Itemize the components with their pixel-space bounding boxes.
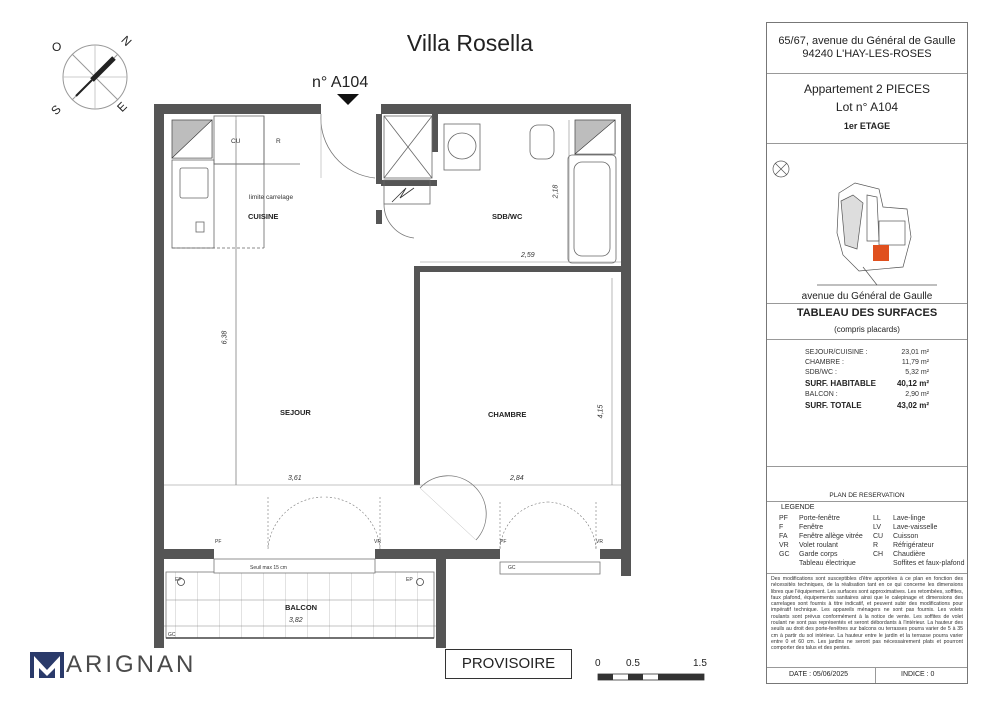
label-gc-1: GC xyxy=(168,632,176,638)
label-cu: CU xyxy=(231,138,241,145)
legend-item xyxy=(779,515,840,522)
room-sdb: SDB/WC xyxy=(492,212,523,221)
table-title: TABLEAU DES SURFACES xyxy=(796,307,938,319)
compass-e-label: E xyxy=(114,99,130,115)
room-cuisine: CUISINE xyxy=(248,212,279,221)
scale-15: 1.5 xyxy=(693,658,707,669)
legend-item xyxy=(779,551,838,558)
legend-code: R xyxy=(873,542,879,549)
legend-text: Soffites et faux-plafond xyxy=(893,560,965,567)
label-gc-2: GC xyxy=(508,565,516,571)
table-subtitle: (compris placards) xyxy=(834,325,900,334)
lot-number: Lot n° A104 xyxy=(835,100,899,114)
site-plan-thumbnail xyxy=(767,145,967,295)
room-chambre: CHAMBRE xyxy=(488,410,527,419)
legend-text: Tableau électrique xyxy=(799,560,856,567)
surface-label: SURF. HABITABLE xyxy=(805,379,876,388)
compass-n-label: N xyxy=(118,32,135,50)
legend-code: VR xyxy=(779,542,789,549)
label-pf-2: PF xyxy=(500,539,507,545)
legend-title: LEGENDE xyxy=(781,504,815,511)
surface-value: 23,01 m² xyxy=(901,349,929,356)
scale-bar xyxy=(598,674,704,680)
dim-259: 2,59 xyxy=(521,252,535,259)
label-ep-1: EP xyxy=(175,577,182,583)
info-panel xyxy=(766,22,968,684)
surface-row xyxy=(805,401,929,410)
plan-index: INDICE : 0 xyxy=(901,671,935,678)
label-vr-2: VR xyxy=(596,539,603,545)
legend-code: LV xyxy=(873,524,882,531)
surface-row xyxy=(805,369,929,376)
label-ep-2: EP xyxy=(406,577,413,583)
status-badge: PROVISOIRE xyxy=(445,649,572,679)
legend-text: Cuisson xyxy=(893,533,919,540)
surface-row xyxy=(805,379,929,388)
room-balcon: BALCON xyxy=(285,603,318,612)
surface-value: 2,90 m² xyxy=(905,391,929,398)
legend-text: Lave-linge xyxy=(893,515,926,522)
scale-05: 0.5 xyxy=(626,658,640,669)
legend-text: Lave-vaisselle xyxy=(893,524,938,531)
label-vr-1: VR xyxy=(374,539,381,545)
brand-name-text: ARIGNAN xyxy=(66,651,197,678)
surface-value: 5,32 m² xyxy=(905,369,929,376)
label-pf-1: PF xyxy=(215,539,222,545)
legend-item xyxy=(873,533,918,540)
lot-marker-label: n° A104 xyxy=(312,74,369,91)
legend-code: FA xyxy=(779,533,788,540)
legend-item xyxy=(779,524,823,531)
address-line-1: 65/67, avenue du Général de Gaulle xyxy=(778,35,956,47)
legend-code: CU xyxy=(873,533,884,540)
dim-382: 3,82 xyxy=(289,617,303,624)
legend-item xyxy=(873,524,937,531)
legend-text: Volet roulant xyxy=(799,542,838,549)
dim-415: 4,15 xyxy=(597,404,605,419)
legend-text: Porte-fenêtre xyxy=(799,515,840,522)
plan-title: PLAN DE RESERVATION xyxy=(829,492,905,499)
surface-row xyxy=(805,349,929,356)
legend-item xyxy=(779,542,838,549)
surface-label: CHAMBRE : xyxy=(805,359,844,366)
legend-text: Réfrigérateur xyxy=(893,542,934,549)
project-title: Villa Rosella xyxy=(406,30,534,56)
plan-date: DATE : 05/06/2025 xyxy=(789,671,849,678)
legend-code: LL xyxy=(873,515,881,522)
scale-0: 0 xyxy=(595,658,601,669)
label-limite: limite carrelage xyxy=(249,194,294,201)
legend-item xyxy=(779,560,856,567)
room-sejour: SEJOUR xyxy=(280,408,311,417)
surface-label: BALCON : xyxy=(805,391,838,398)
brand-name xyxy=(66,651,196,679)
surface-value: 40,12 m² xyxy=(896,379,929,388)
dim-361: 3,61 xyxy=(288,475,302,482)
label-seuil: Seuil max 15 cm xyxy=(250,565,287,571)
legend-item xyxy=(779,533,863,540)
legend-text: Fenêtre xyxy=(799,524,824,531)
balcony xyxy=(166,559,600,638)
legend-text: Chaudière xyxy=(893,551,926,558)
surface-row xyxy=(805,391,929,398)
label-r: R xyxy=(276,138,281,145)
legend-item xyxy=(873,515,925,522)
surface-label: SURF. TOTALE xyxy=(805,401,862,410)
compass xyxy=(63,45,127,109)
legend-item xyxy=(873,542,934,549)
apartment-type: Appartement 2 PIECES xyxy=(803,82,931,96)
floor-label: 1er ETAGE xyxy=(843,121,891,131)
legend-code: F xyxy=(779,524,784,531)
compass-o-label: O xyxy=(52,40,62,54)
surface-row xyxy=(805,359,929,366)
brand-logo-mark xyxy=(30,652,64,678)
address-line-2: 94240 L'HAY-LES-ROSES xyxy=(802,48,932,60)
surface-label: SEJOUR/CUISINE : xyxy=(805,349,868,356)
legend-text: Fenêtre allège vitrée xyxy=(799,533,863,540)
legend-text: Garde corps xyxy=(799,551,838,558)
legend-code: PF xyxy=(779,515,788,522)
legend-code: GC xyxy=(779,551,790,558)
lot-marker-arrow xyxy=(337,94,359,105)
disclaimer-note: Des modifications sont susceptibles d'être apportées à ce plan en fonction des nécessités techniques, de la réalisation tant en ce qui concerne les dimensions libres que l'équipement. Les surfaces sont approximatives. Les retombées, soffites, faux plafond, équipements sanitaires ainsi que le calepinage et dimensions des carrelages sont fournis à titre indicatif, et peuvent subir des modifications pour impératif technique. Les appareils ménagers ne sont pas fournis. Les volets roulants sont prévus conformément à la notice de vente. Les soffites de volet roulant ne sont pas représentés et seront débordants à l'intérieur. La hauteur des seuils au droit des porte-fenêtres sur balcons ou terrasses pourra varier de 5 à 35 cm à partir du sol intérieur. La hauteur entre le jardin et la terrasse pourra varier entre 0 et 60 cm. Les jardins ne seront pas nécessairement plats et pourront comporter des talus et des pentes. xyxy=(771,576,963,652)
compass-s-label: S xyxy=(48,102,64,118)
dim-284: 2,84 xyxy=(510,475,524,482)
surface-label: SDB/WC : xyxy=(805,369,837,376)
dim-638: 6,38 xyxy=(221,330,229,345)
surface-value: 11,79 m² xyxy=(901,359,929,366)
legend-item xyxy=(873,560,964,567)
surface-value: 43,02 m² xyxy=(896,401,929,410)
legend-code: CH xyxy=(873,551,884,558)
legend-item xyxy=(873,551,925,558)
street-name: avenue du Général de Gaulle xyxy=(801,291,933,302)
dim-218: 2,18 xyxy=(552,184,560,199)
